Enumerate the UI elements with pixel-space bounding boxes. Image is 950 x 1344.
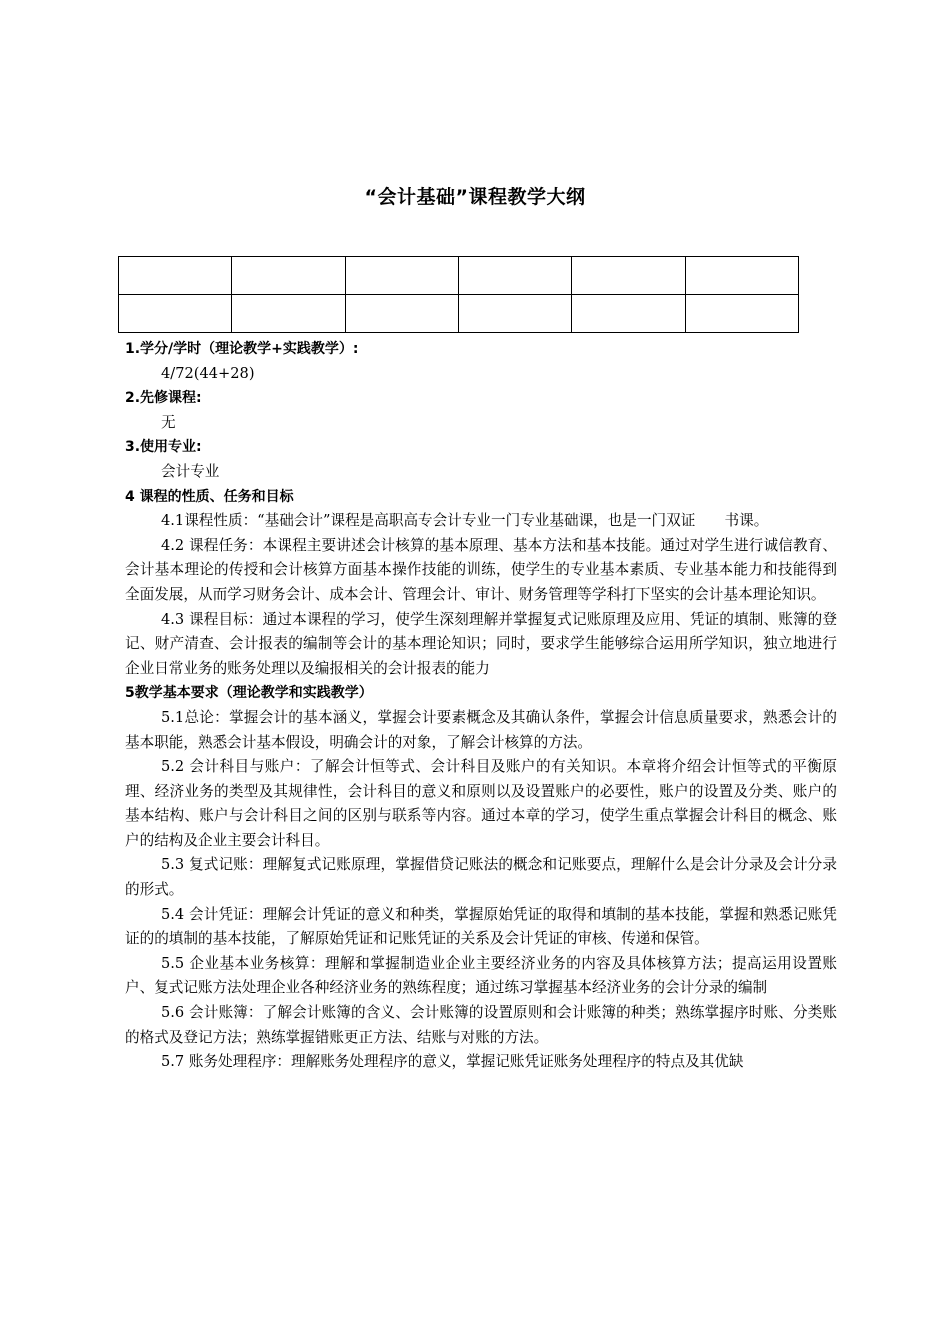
paragraph-5-6: 5.6 会计账簿：了解会计账簿的含义、会计账簿的设置原则和会计账簿的种类；熟练掌握序时账、分类账的格式及登记方法；熟练掌握错账更正方法、结账与对账的方法。 — [125, 1004, 837, 1046]
section-heading-major: 3.使用专业: — [125, 439, 202, 456]
table-cell — [119, 257, 232, 295]
major-value: 会计专业 — [161, 462, 220, 480]
paragraph-5-4: 5.4 会计凭证：理解会计凭证的意义和种类，掌握原始凭证的取得和填制的基本技能，掌握和熟悉记账凭证的的填制的基本技能，了解原始凭证和记账凭证的关系及会计凭证的审核、传递和保管。 — [125, 905, 837, 948]
info-table — [118, 256, 799, 333]
table-cell — [685, 295, 798, 333]
table-row — [119, 295, 799, 333]
table-cell — [572, 295, 685, 333]
section-heading-prerequisites: 2.先修课程: — [125, 390, 202, 407]
table-cell — [345, 257, 458, 295]
paragraph-5-1: 5.1总论：掌握会计的基本涵义，掌握会计要素概念及其确认条件，掌握会计信息质量要求，熟悉会计的基本职能，熟悉会计基本假设，明确会计的对象，了解会计核算的方法。 — [125, 708, 837, 751]
paragraph-5-5: 5.5 企业基本业务核算：理解和掌握制造业企业主要经济业务的内容及具体核算方法；提高运用设置账户、复式记账方法处理企业各种经济业务的熟练程度；通过练习掌握基本经济业务的会计分录的编制 — [125, 954, 837, 997]
table-row — [119, 257, 799, 295]
table-cell — [572, 257, 685, 295]
section-heading-requirements: 5教学基本要求（理论教学和实践教学） — [125, 685, 373, 702]
table-cell — [458, 257, 571, 295]
credits-value: 4/72(44+28) — [161, 364, 255, 382]
table-cell — [232, 257, 345, 295]
section-heading-nature: 4 课程的性质、任务和目标 — [125, 488, 294, 505]
paragraph-5-7: 5.7 账务处理程序：理解账务处理程序的意义，掌握记账凭证账务处理程序的特点及其优缺 — [161, 1053, 744, 1071]
paragraph-4-2: 4.2 课程任务：本课程主要讲述会计核算的基本原理、基本方法和基本技能。通过对学生进行诚信教育、会计基本理论的传授和会计核算方面基本操作技能的训练，使学生的专业基本素质、专业基本能力和技能得到全面发展，从而学习财务会计、成本会计、管理会计、审计、财务管理等学科打下坚实的会计基本理论知识。 — [125, 536, 837, 603]
table-cell — [685, 257, 798, 295]
paragraph-4-3: 4.3 课程目标：通过本课程的学习，使学生深刻理解并掌握复式记账原理及应用、凭证的填制、账簿的登记、财产清查、会计报表的编制等会计的基本理论知识；同时，要求学生能够综合运用所学知识，独立地进行企业日常业务的账务处理以及编报相关的会计报表的能力 — [125, 610, 837, 677]
table-cell — [232, 295, 345, 333]
document-title: “会计基础”课程教学大纲 — [364, 186, 586, 208]
table-cell — [345, 295, 458, 333]
section-heading-credits: 1.学分/学时（理论教学+实践教学）: — [125, 341, 359, 357]
paragraph-4-1: 4.1课程性质：“基础会计”课程是高职高专会计专业一门专业基础课，也是一门双证 书课。 — [161, 512, 769, 530]
table-cell — [119, 295, 232, 333]
document-body — [125, 337, 837, 1075]
paragraph-5-2: 5.2 会计科目与账户：了解会计恒等式、会计科目及账户的有关知识。本章将介绍会计恒等式的平衡原理、经济业务的类型及其规律性，会计科目的意义和原则以及设置账户的必要性，账户的设置及分类、账户的基本结构、账户与会计科目之间的区别与联系等内容。通过本章的学习，使学生重点掌握会计科目的概念、账户的结构及企业主要会计科目。 — [125, 758, 837, 849]
table-cell — [458, 295, 571, 333]
paragraph-5-3: 5.3 复式记账：理解复式记账原理，掌握借贷记账法的概念和记账要点，理解什么是会计分录及会计分录的形式。 — [125, 856, 837, 899]
prerequisites-value: 无 — [161, 413, 176, 431]
